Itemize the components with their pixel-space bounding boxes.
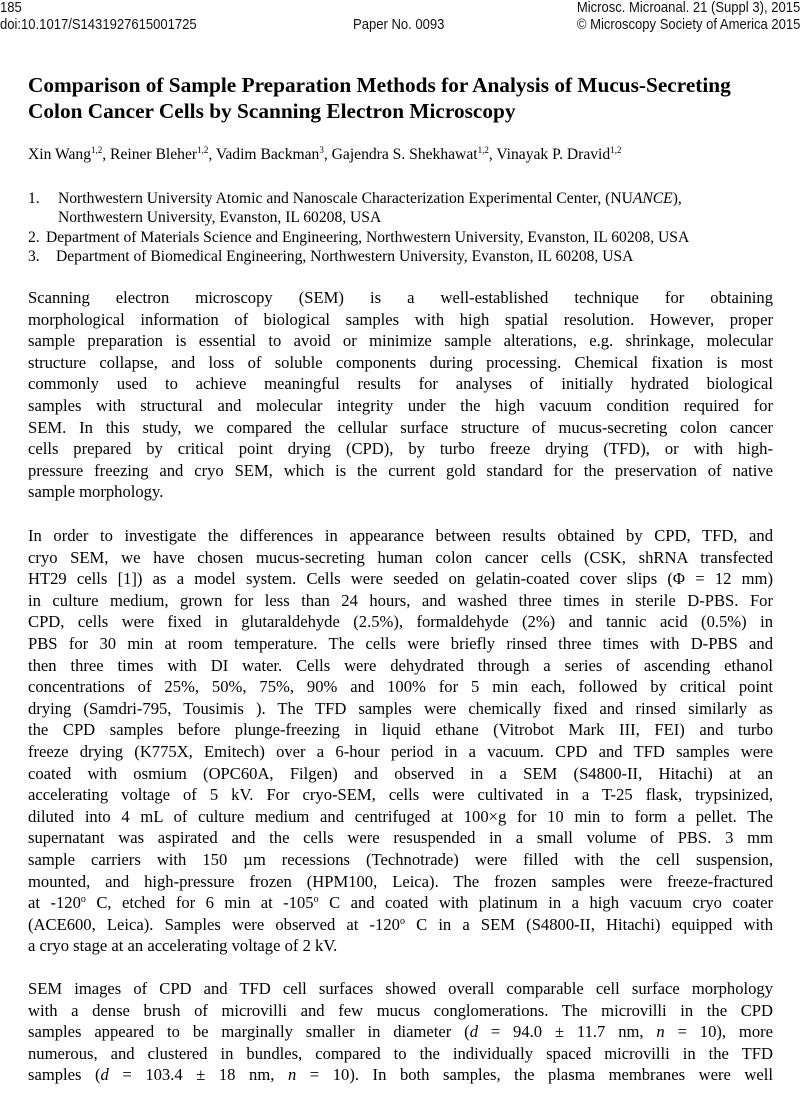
text-line: numerous, and clustered in bundles, compared to the individually spaced microvilli in the TFD — [28, 1043, 773, 1063]
journal-citation: Microsc. Microanal. 21 (Suppl 3), 2015 — [576, 0, 800, 16]
text-line: HT29 cells [1]) as a model system. Cells were seeded on gelatin-coated cover slips (Φ = 12 mm) — [28, 569, 773, 589]
affiliation-3 — [28, 247, 633, 267]
affiliation-1-continued: Northwestern University, Evanston, IL 60208, USA — [58, 209, 382, 226]
abstract-paragraph-intro — [28, 287, 773, 503]
affiliation-number: 1. — [28, 190, 40, 207]
author-name: Vinayak P. Dravid — [496, 146, 611, 163]
text-line: concentrations of 25%, 50%, 75%, 90% and 100% for 5 min each, followed by critical point — [28, 677, 773, 697]
text-line: a cryo stage at an accelerating voltage of 2 kV. — [28, 936, 338, 956]
text-line: structure collapse, and loss of soluble components during processing. Chemical fixation is most — [28, 352, 773, 372]
text-line: CPD, cells were fixed in glutaraldehyde (2.5%), formaldehyde (2%) and tannic acid (0.5%) in — [28, 612, 773, 632]
text-line: accelerating voltage of 5 kV. For cryo-SEM, cells were cultivated in a T-25 flask, trypsinized, — [28, 785, 773, 805]
text-line: diluted into 4 mL of culture medium and centrifuged at 100×g for 10 min to form a pellet. The — [28, 806, 773, 826]
abstract-paragraph-methods — [28, 525, 773, 957]
author-name: Gajendra S. Shekhawat — [331, 146, 478, 163]
affiliation-2 — [28, 228, 689, 248]
text-line: in culture medium, grown for less than 24 hours, and washed three times in sterile D-PBS. For — [28, 590, 773, 610]
text-line: (ACE600, Leica). Samples were observed at -120$^o$ C in a SEM (S4800-II, Hitachi) equipped with — [28, 914, 773, 934]
author-affiliation-marker: 1,2 — [477, 145, 489, 155]
author-affiliation-marker: 3 — [319, 145, 324, 155]
paper-title: Comparison of Sample Preparation Methods for Analysis of Mucus-Secreting Colon Cancer Cells by Scanning Electron Microscopy — [28, 73, 731, 123]
copyright-notice: © Microscopy Society of America 2015 — [576, 17, 800, 33]
text-line: supernatant was aspirated and the cells were resuspended in a small volume of PBS. 3 mm — [28, 828, 773, 848]
text-line: samples with structural and molecular integrity under the high vacuum condition required for — [28, 395, 773, 415]
paper-number: Paper No. 0093 — [353, 17, 445, 33]
affiliation-number: 3. — [28, 248, 40, 265]
text-line: commonly used to achieve meaningful results for analyses of initially hydrated biological — [28, 374, 773, 394]
author-name: Xin Wang — [28, 146, 91, 163]
affiliation-1 — [28, 189, 682, 209]
text-line: drying (Samdri-795, Tousimis ). The TFD samples were chemically fixed and rinsed similarly as — [28, 698, 773, 718]
doi-link[interactable]: doi:10.1017/S1431927615001725 — [0, 17, 197, 33]
text-line: SEM images of CPD and TFD cell surfaces showed overall comparable cell surface morphology — [28, 979, 773, 998]
text-line: SEM. In this study, we compared the cellular surface structure of mucus-secreting colon cancer — [28, 417, 773, 437]
text-line: with a dense brush of microvilli and few mucus conglomerations. The microvilli in the CPD — [28, 1000, 773, 1020]
text-line: sample carriers with 150 µm recessions (Technotrade) were filled with the cell suspension, — [28, 849, 773, 869]
text-line: freeze drying (K775X, Emitech) over a 6-hour period in a vacuum. CPD and TFD samples were — [28, 741, 773, 761]
text-line: then three times with DI water. Cells were dehydrated through a series of ascending ethanol — [28, 655, 773, 675]
author-name: Vadim Backman — [215, 146, 320, 163]
text-line: Scanning electron microscopy (SEM) is a well-established technique for obtaining — [28, 288, 773, 307]
author-affiliation-marker: 1,2 — [610, 145, 622, 155]
affiliation-text: Northwestern University Atomic and Nanoscale Characterization Experimental Center, (NUANCE), — [58, 190, 682, 207]
text-line: cryo SEM, we have chosen mucus-secreting human colon cancer cells (CSK, shRNA transfected — [28, 547, 773, 567]
author-affiliation-marker: 1,2 — [197, 145, 209, 155]
text-line: the CPD samples before plunge-freezing in liquid ethane (Vitrobot Mark III, FEI) and turbo — [28, 720, 773, 740]
page-number: 185 — [0, 0, 22, 16]
text-line: coated with osmium (OPC60A, Filgen) and observed in a SEM (S4800-II, Hitachi) at an — [28, 763, 773, 783]
abstract-paragraph-results — [28, 978, 773, 1086]
text-line: at -120$^o$ C, etched for 6 min at -105$^o$ C and coated with platinum in a high vacuum cryo coater — [28, 893, 773, 913]
affiliation-text: Department of Materials Science and Engineering, Northwestern University, Evanston, IL 60208, USA — [46, 229, 690, 246]
author-name: Reiner Bleher — [110, 146, 198, 163]
text-line: morphological information of biological samples with high spatial resolution. However, proper — [28, 309, 773, 329]
author-affiliation-marker: 1,2 — [91, 145, 103, 155]
affiliation-text: Department of Biomedical Engineering, Northwestern University, Evanston, IL 60208, USA — [56, 248, 634, 265]
text-line: sample morphology. — [28, 482, 164, 502]
text-line: mounted, and high-pressure frozen (HPM100, Leica). The frozen samples were freeze-fractured — [28, 871, 773, 891]
text-line: PBS for 30 min at room temperature. The cells were briefly rinsed three times with D-PBS and — [28, 633, 773, 653]
text-line: In order to investigate the differences in appearance between results obtained by CPD, TFD, and — [28, 526, 773, 545]
text-line: sample preparation is essential to avoid or minimize sample alterations, e.g. shrinkage, molecular — [28, 331, 773, 351]
text-line: cells prepared by critical point drying (CPD), by turbo freeze drying (TFD), or with high- — [28, 439, 773, 459]
text-line: samples (d = 103.4 ± 18 nm, n = 10). In both samples, the plasma membranes were well — [28, 1065, 773, 1085]
text-line: samples appeared to be marginally smaller in diameter (d = 94.0 ± 11.7 nm, n = 10), more — [28, 1022, 774, 1042]
author-list: Xin Wang$^{1,2}$, Reiner Bleher$^{1,2}$, Vadim Backman$^3$, Gajendra S. Shekhawat$^{1,2}$, Vinayak P. Dravid$^{1,2}$ — [28, 145, 622, 163]
text-line: pressure freezing and cryo SEM, which is the current gold standard for the preservation of native — [28, 460, 773, 480]
affiliation-number: 2. — [28, 229, 40, 246]
